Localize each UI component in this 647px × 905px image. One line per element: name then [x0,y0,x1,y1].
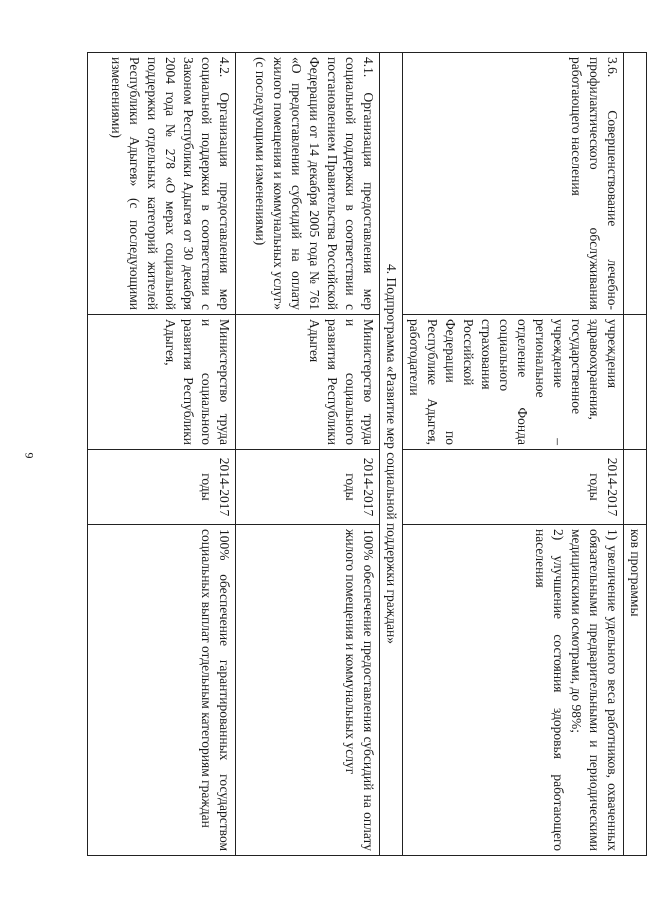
page-number: 9 [22,452,37,459]
results-cell: 100% обеспечение гарантированных государством социальных выплат отдельным категориям граждан [88,525,236,856]
result-item: 1) увеличение удельного веса работников, охваченных обязательными предварительными и периодическими медицинскими осмотрами, до 98%; [569,529,620,851]
measure-cell: 4.1. Организация предоставления мер социальной поддержки в соответствии с постановлением Правительства Российской Федерации от 14 декабря 2005 года № 761 «О предоставлении субсидий на оплату жилого помещения и коммунальных услуг» (с последующими изменениями) [236,53,380,315]
subprogram-title: 4. Подпрограмма «Развитие мер социальной поддержки граждан» [380,53,403,856]
period-cell: 2014-2017 годы [236,450,380,525]
executor-cell: Министерство труда и социального развития Республики Адыгея, [88,315,236,450]
period-cell: 2014-2017 годы [88,450,236,525]
results-cell: 100% обеспечение предоставления субсидий на оплату жилого помещения и коммунальных услуг [236,525,380,856]
table-row [403,53,624,856]
table-row [236,53,380,856]
table-row [624,53,647,856]
executor-cell: учреждения здравоохранения, государственное учреждение – региональное отделение Фонда социального страхования Российской Федерации по Республике Адыгея, работодатели [403,315,624,450]
empty-cell [624,53,647,315]
measure-cell: 4.2. Организация предоставления мер социальной поддержки в соответствии с Законом Республики Адыгея от 30 декабря 2004 года № 278 «О мерах социальной поддержки отдельных категорий жителей Республики Адыгея» (с последующими изменениями) [88,53,236,315]
result-item: 2) улучшение состояния здоровья работающего населения [533,529,566,851]
empty-cell [624,315,647,450]
table-frame [97,52,647,855]
table-row [380,53,403,856]
results-cell [403,525,624,856]
executor-cell: Министерство труда и социального развития Республики Адыгея [236,315,380,450]
continuation-header-cell: ков программы [624,525,647,856]
program-measures-table [87,52,647,856]
table-row [88,53,236,856]
rotated-page-content [97,52,647,855]
period-cell: 2014-2017 годы [403,450,624,525]
empty-cell [624,450,647,525]
measure-cell: 3.6. Совершенствование лечебно-профилактического обслуживания работающего населения [403,53,624,315]
